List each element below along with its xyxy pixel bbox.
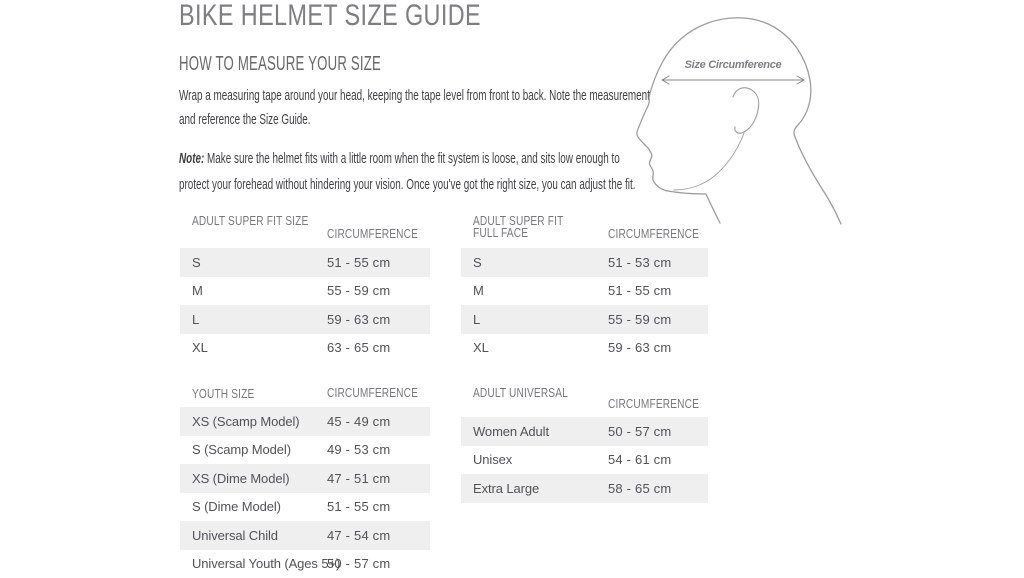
size-cell: XS (Dime Model) [180, 471, 327, 486]
size-cell: S (Dime Model) [180, 499, 327, 514]
table-row [461, 305, 708, 334]
size-cell: Universal Child [180, 528, 327, 543]
note-line-1: Make sure the helmet fits with a little room when the fit system is loose, and sits low enough to [204, 150, 619, 167]
circumference-header: CIRCUMFERENCE [327, 228, 444, 240]
table-name: ADULT SUPER FIT SIZE [192, 215, 341, 238]
table-row [461, 334, 708, 363]
note-label: Note: [179, 150, 204, 167]
table-row [461, 248, 708, 277]
circumference-cell: 55 - 59 cm [608, 312, 708, 327]
circumference-cell: 51 - 55 cm [327, 255, 427, 270]
size-cell: Women Adult [461, 424, 608, 439]
circumference-cell: 45 - 49 cm [327, 414, 427, 429]
table-row [180, 521, 430, 550]
table-header-row [461, 212, 708, 248]
circumference-cell: 50 - 57 cm [608, 424, 708, 439]
table-row [461, 446, 708, 475]
circumference-cell: 47 - 54 cm [327, 528, 427, 543]
circumference-cell: 59 - 63 cm [608, 340, 708, 355]
table-row [180, 277, 430, 306]
table-adult-super-fit-full-face [461, 212, 708, 362]
note-line-2: protect your forehead without hindering your vision. Once you've got the right size, you can adjust the fit. [179, 172, 635, 198]
table-header-row [180, 379, 430, 407]
table-row [180, 550, 430, 578]
circumference-header: CIRCUMFERENCE [608, 398, 725, 410]
ear-line [733, 88, 759, 133]
table-name: ADULT SUPER FIT FULL FACE [473, 215, 589, 238]
circumference-cell: 51 - 53 cm [608, 255, 708, 270]
size-cell: S [180, 255, 327, 270]
circumference-cell: 59 - 63 cm [327, 312, 427, 327]
circumference-cell: 63 - 65 cm [327, 340, 427, 355]
table-adult-universal [461, 384, 708, 503]
circumference-cell: 55 - 59 cm [327, 283, 427, 298]
circumference-cell: 50 - 57 cm [327, 556, 427, 571]
table-row [461, 277, 708, 306]
table-adult-super-fit [180, 212, 430, 362]
circumference-cell: 51 - 55 cm [327, 499, 427, 514]
circumference-cell: 54 - 61 cm [608, 452, 708, 467]
table-name: ADULT UNIVERSAL [473, 387, 595, 399]
table-row [180, 334, 430, 363]
size-cell: Universal Youth (Ages 5+) [180, 556, 327, 571]
size-cell: Extra Large [461, 481, 608, 496]
size-circumference-label: Size Circumference [685, 59, 782, 71]
table-row [180, 305, 430, 334]
size-cell: XS (Scamp Model) [180, 414, 327, 429]
intro-line-1: Wrap a measuring tape around your head, keeping the tape level from front to back. Note the measurement [179, 84, 650, 108]
size-cell: Unisex [461, 452, 608, 467]
intro-line-2: and reference the Size Guide. [179, 108, 311, 132]
table-row [461, 417, 708, 446]
size-cell: S [461, 255, 608, 270]
table-row [461, 474, 708, 503]
size-cell: L [180, 312, 327, 327]
circumference-header: CIRCUMFERENCE [327, 387, 444, 399]
table-row [180, 493, 430, 522]
cheek-line [674, 133, 744, 190]
measure-arrow [662, 76, 804, 84]
table-row [180, 248, 430, 277]
size-cell: XL [180, 340, 327, 355]
circumference-header: CIRCUMFERENCE [608, 228, 725, 240]
head-outline [637, 18, 841, 224]
circumference-cell: 58 - 65 cm [608, 481, 708, 496]
table-name: YOUTH SIZE [192, 388, 272, 400]
size-cell: XL [461, 340, 608, 355]
page-title: BIKE HELMET SIZE GUIDE [179, 0, 566, 32]
table-row [180, 436, 430, 465]
table-header-row [180, 212, 430, 248]
circumference-cell: 49 - 53 cm [327, 442, 427, 457]
section-heading: HOW TO MEASURE YOUR SIZE [179, 51, 485, 77]
size-cell: M [180, 283, 327, 298]
table-row [180, 464, 430, 493]
circumference-cell: 51 - 55 cm [608, 283, 708, 298]
table-row [180, 407, 430, 436]
table-header-row [461, 384, 708, 417]
table-youth-size [180, 379, 430, 578]
circumference-cell: 47 - 51 cm [327, 471, 427, 486]
size-cell: M [461, 283, 608, 298]
size-cell: S (Scamp Model) [180, 442, 327, 457]
size-cell: L [461, 312, 608, 327]
head-profile-diagram [620, 0, 856, 236]
